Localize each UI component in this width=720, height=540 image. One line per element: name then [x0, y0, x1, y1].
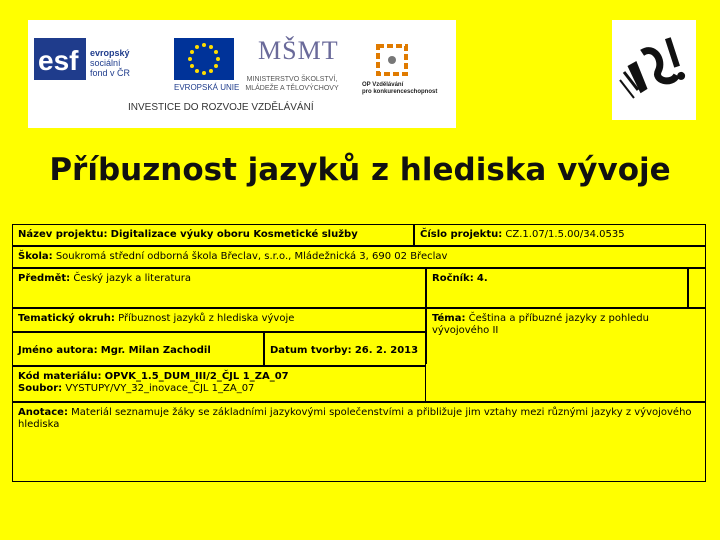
- eu-flag: [174, 38, 234, 80]
- annotation-label: Anotace:: [18, 407, 68, 418]
- file-label: Soubor:: [18, 383, 63, 394]
- topic-area-label: Tematický okruh:: [18, 313, 115, 324]
- msmt-line-1: MINISTERSTVO ŠKOLSTVÍ,: [246, 76, 338, 83]
- subject-label: Předmět:: [18, 273, 71, 284]
- author-value: Mgr. Milan Zachodil: [100, 345, 211, 356]
- theme-label: Téma:: [432, 313, 466, 324]
- esf-logo: [34, 38, 86, 80]
- eu-flag-icon: [174, 38, 234, 80]
- op-logo-icon: [372, 40, 412, 80]
- created-value: 26. 2. 2013: [354, 345, 419, 356]
- tagline: INVESTICE DO ROZVOJE VZDĚLÁVÁNÍ: [128, 102, 314, 113]
- material-right-cell: [426, 364, 706, 402]
- project-number-value: CZ.1.07/1.5.00/34.0535: [505, 229, 625, 240]
- svg-text:esf: esf: [38, 45, 79, 76]
- created-cell: [264, 332, 426, 366]
- esf-line-2: sociální: [90, 58, 121, 68]
- material-code-label: Kód materiálu:: [18, 371, 102, 382]
- grade-cell: [426, 268, 688, 308]
- subject-cell: [12, 268, 426, 308]
- op-line-1: OP Vzdělávání: [362, 82, 404, 88]
- op-logo: [372, 40, 412, 80]
- theme-cell: [426, 308, 706, 364]
- annotation-value: Materiál seznamuje žáky se základními jazykovými společenstvími a přibližuje jim vztahy mezi různými jazyky z vývojového hlediska: [18, 407, 692, 430]
- grade-label: Ročník:: [432, 273, 474, 284]
- page-title: Příbuznost jazyků z hlediska vývoje: [49, 152, 671, 188]
- annotation-cell: [12, 402, 706, 482]
- msmt-label: [232, 75, 352, 93]
- project-name-value: Digitalizace výuky oboru Kosmetické služby: [110, 229, 358, 240]
- school-logo: [612, 20, 696, 120]
- op-label: [362, 82, 437, 96]
- school-logo-icon: [612, 20, 696, 120]
- project-number-cell: [414, 224, 706, 246]
- school-label: Škola:: [18, 251, 53, 262]
- theme-value: Čeština a příbuzné jazyky z pohledu vývojového II: [432, 313, 649, 336]
- esf-logo-mark: [34, 38, 86, 80]
- material-code-value: OPVK_1.5_DUM_III/2_ČJL 1_ZA_07: [104, 371, 289, 382]
- grade-spacer-cell: [688, 268, 706, 308]
- project-name-cell: [12, 224, 414, 246]
- project-number-label: Číslo projektu:: [420, 229, 503, 240]
- esf-line-3: fond v ČR: [90, 68, 131, 78]
- file-value: VYSTUPY/VY_32_inovace_ČJL 1_ZA_07: [65, 383, 255, 394]
- created-label: Datum tvorby:: [270, 345, 352, 356]
- school-cell: [12, 246, 706, 268]
- grade-value: 4.: [476, 273, 488, 284]
- author-cell: [12, 332, 264, 366]
- msmt-line-2: MLÁDEŽE A TĚLOVÝCHOVY: [245, 85, 339, 92]
- project-name-label: Název projektu:: [18, 229, 108, 240]
- subject-value: Český jazyk a literatura: [73, 273, 191, 284]
- msmt-logo: MŠMT: [258, 36, 339, 65]
- esf-label: [90, 48, 130, 78]
- esf-line-1: evropský: [90, 48, 130, 58]
- material-cell: [12, 366, 426, 402]
- op-line-2: pro konkurenceschopnost: [362, 89, 438, 95]
- school-value: Soukromá střední odborná škola Břeclav, s.r.o., Mládežnická 3, 690 02 Břeclav: [55, 251, 448, 262]
- logo-banner: [28, 20, 456, 128]
- topic-area-cell: [12, 308, 426, 332]
- eu-label: EVROPSKÁ UNIE: [174, 83, 240, 92]
- author-label: Jméno autora:: [18, 345, 98, 356]
- topic-area-value: Příbuznost jazyků z hlediska vývoje: [118, 313, 295, 324]
